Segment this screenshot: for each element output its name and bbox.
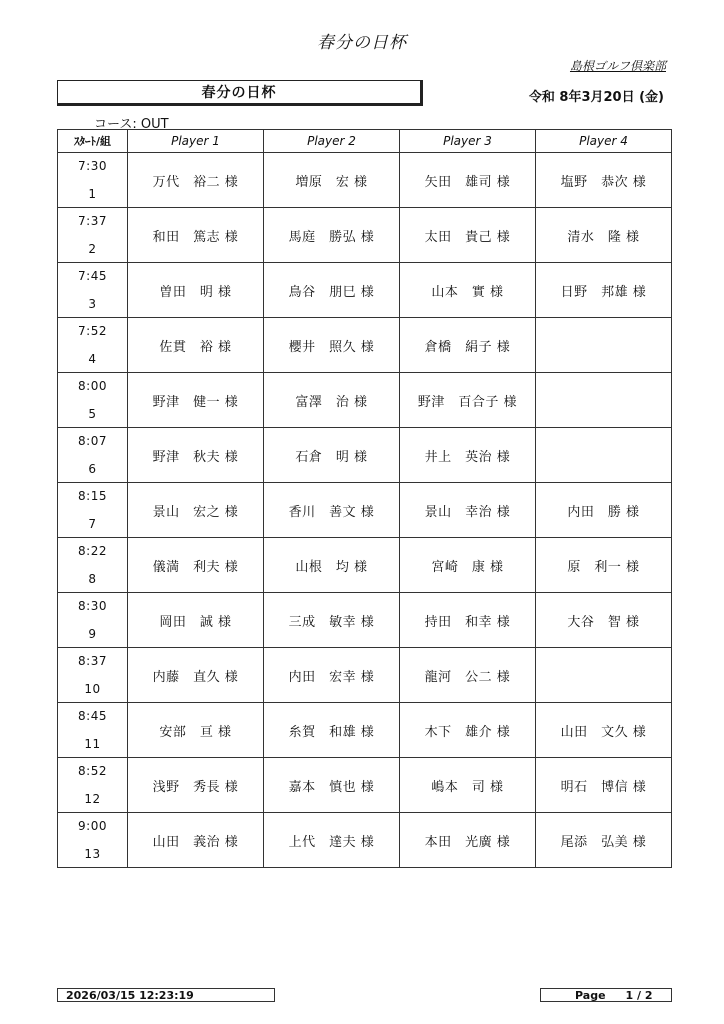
start-time: 8:37 [78, 654, 107, 668]
player-cell: 塩野 恭次 様 [536, 153, 672, 208]
player-cell: 内田 宏幸 様 [264, 648, 400, 703]
event-date: 令和 8年3月20日 (金) [528, 90, 664, 105]
start-cell [58, 208, 128, 263]
header-player-3: Player 3 [400, 130, 536, 153]
player-cell: 野津 健一 様 [128, 373, 264, 428]
player-cell: 上代 達夫 様 [264, 813, 400, 868]
group-number: 5 [88, 407, 97, 421]
group-number: 2 [88, 242, 97, 256]
group-number: 8 [88, 572, 97, 586]
start-cell [58, 483, 128, 538]
player-cell: 明石 博信 様 [536, 758, 672, 813]
player-cell: 原 利一 様 [536, 538, 672, 593]
player-cell [536, 648, 672, 703]
start-time: 7:45 [78, 269, 107, 283]
club-name: 島根ゴルフ倶楽部 [569, 59, 666, 73]
player-cell: 木下 雄介 様 [400, 703, 536, 758]
start-time: 8:22 [78, 544, 107, 558]
table-row [58, 373, 672, 428]
start-time: 9:00 [78, 819, 107, 833]
player-cell: 櫻井 照久 様 [264, 318, 400, 373]
player-cell [536, 318, 672, 373]
player-cell: 糸賀 和雄 様 [264, 703, 400, 758]
start-cell [58, 813, 128, 868]
player-cell: 山本 實 様 [400, 263, 536, 318]
event-title: 春分の日杯 [201, 85, 277, 101]
player-cell: 倉橋 絹子 様 [400, 318, 536, 373]
player-cell: 嶋本 司 様 [400, 758, 536, 813]
start-time: 7:52 [78, 324, 107, 338]
page-title: 春分の日杯 [317, 33, 407, 53]
group-number: 3 [88, 297, 97, 311]
player-cell: 景山 宏之 様 [128, 483, 264, 538]
page-number: 1 / 2 [625, 988, 653, 1002]
player-cell: 曽田 明 様 [128, 263, 264, 318]
table-row [58, 428, 672, 483]
group-number: 1 [88, 187, 97, 201]
player-cell: 内田 勝 様 [536, 483, 672, 538]
start-time: 7:37 [78, 214, 107, 228]
group-number: 11 [84, 737, 101, 751]
page-indicator [540, 988, 672, 1002]
player-cell: 清水 隆 様 [536, 208, 672, 263]
table-row [58, 758, 672, 813]
player-cell: 香川 善文 様 [264, 483, 400, 538]
player-cell: 井上 英治 様 [400, 428, 536, 483]
player-cell: 日野 邦雄 様 [536, 263, 672, 318]
player-cell: 大谷 智 様 [536, 593, 672, 648]
header-player-1: Player 1 [128, 130, 264, 153]
start-time: 8:52 [78, 764, 107, 778]
player-cell: 野津 秋夫 様 [128, 428, 264, 483]
start-time: 7:30 [78, 159, 107, 173]
table-row [58, 153, 672, 208]
start-time: 8:45 [78, 709, 107, 723]
group-number: 4 [88, 352, 97, 366]
print-timestamp: 2026/03/15 12:23:19 [57, 988, 275, 1002]
table-row [58, 263, 672, 318]
player-cell: 岡田 誠 様 [128, 593, 264, 648]
player-cell: 佐貫 裕 様 [128, 318, 264, 373]
start-cell [58, 648, 128, 703]
player-cell: 万代 裕二 様 [128, 153, 264, 208]
start-time: 8:07 [78, 434, 107, 448]
table-row [58, 593, 672, 648]
course-label: コース: OUT [94, 117, 169, 132]
player-cell: 儀満 利夫 様 [128, 538, 264, 593]
player-cell: 安部 亘 様 [128, 703, 264, 758]
player-cell: 嘉本 慎也 様 [264, 758, 400, 813]
player-cell: 尾添 弘美 様 [536, 813, 672, 868]
player-cell [536, 428, 672, 483]
table-row [58, 538, 672, 593]
table-row [58, 318, 672, 373]
player-cell [536, 373, 672, 428]
page-label: Page [575, 988, 606, 1002]
header-row [58, 130, 672, 153]
start-cell [58, 538, 128, 593]
start-time: 8:30 [78, 599, 107, 613]
player-cell: 和田 篤志 様 [128, 208, 264, 263]
player-cell: 景山 幸治 様 [400, 483, 536, 538]
event-title-box [57, 80, 423, 106]
group-number: 12 [84, 792, 101, 806]
table-row [58, 703, 672, 758]
player-cell: 三成 敏幸 様 [264, 593, 400, 648]
table-row [58, 208, 672, 263]
start-cell [58, 703, 128, 758]
player-cell: 矢田 雄司 様 [400, 153, 536, 208]
start-cell [58, 428, 128, 483]
group-number: 7 [88, 517, 97, 531]
table-row [58, 483, 672, 538]
player-cell: 太田 貴己 様 [400, 208, 536, 263]
player-cell: 持田 和幸 様 [400, 593, 536, 648]
start-cell [58, 318, 128, 373]
group-number: 10 [84, 682, 101, 696]
player-cell: 龍河 公二 様 [400, 648, 536, 703]
group-number: 6 [88, 462, 97, 476]
player-cell: 浅野 秀長 様 [128, 758, 264, 813]
player-cell: 山田 文久 様 [536, 703, 672, 758]
player-cell: 馬庭 勝弘 様 [264, 208, 400, 263]
start-cell [58, 373, 128, 428]
group-number: 13 [84, 847, 101, 861]
start-time: 8:00 [78, 379, 107, 393]
header-start: ｽﾀｰﾄ/組 [58, 130, 128, 153]
header-player-4: Player 4 [536, 130, 672, 153]
player-cell: 増原 宏 様 [264, 153, 400, 208]
player-cell: 本田 光廣 様 [400, 813, 536, 868]
player-cell: 鳥谷 朋巳 様 [264, 263, 400, 318]
start-cell [58, 263, 128, 318]
start-cell [58, 758, 128, 813]
pairings-table [57, 129, 672, 868]
player-cell: 石倉 明 様 [264, 428, 400, 483]
player-cell: 山根 均 様 [264, 538, 400, 593]
player-cell: 宮崎 康 様 [400, 538, 536, 593]
table-row [58, 648, 672, 703]
start-time: 8:15 [78, 489, 107, 503]
table-row [58, 813, 672, 868]
start-cell [58, 153, 128, 208]
player-cell: 内藤 直久 様 [128, 648, 264, 703]
start-cell [58, 593, 128, 648]
group-number: 9 [88, 627, 97, 641]
player-cell: 野津 百合子 様 [400, 373, 536, 428]
player-cell: 富澤 治 様 [264, 373, 400, 428]
player-cell: 山田 義治 様 [128, 813, 264, 868]
header-player-2: Player 2 [264, 130, 400, 153]
